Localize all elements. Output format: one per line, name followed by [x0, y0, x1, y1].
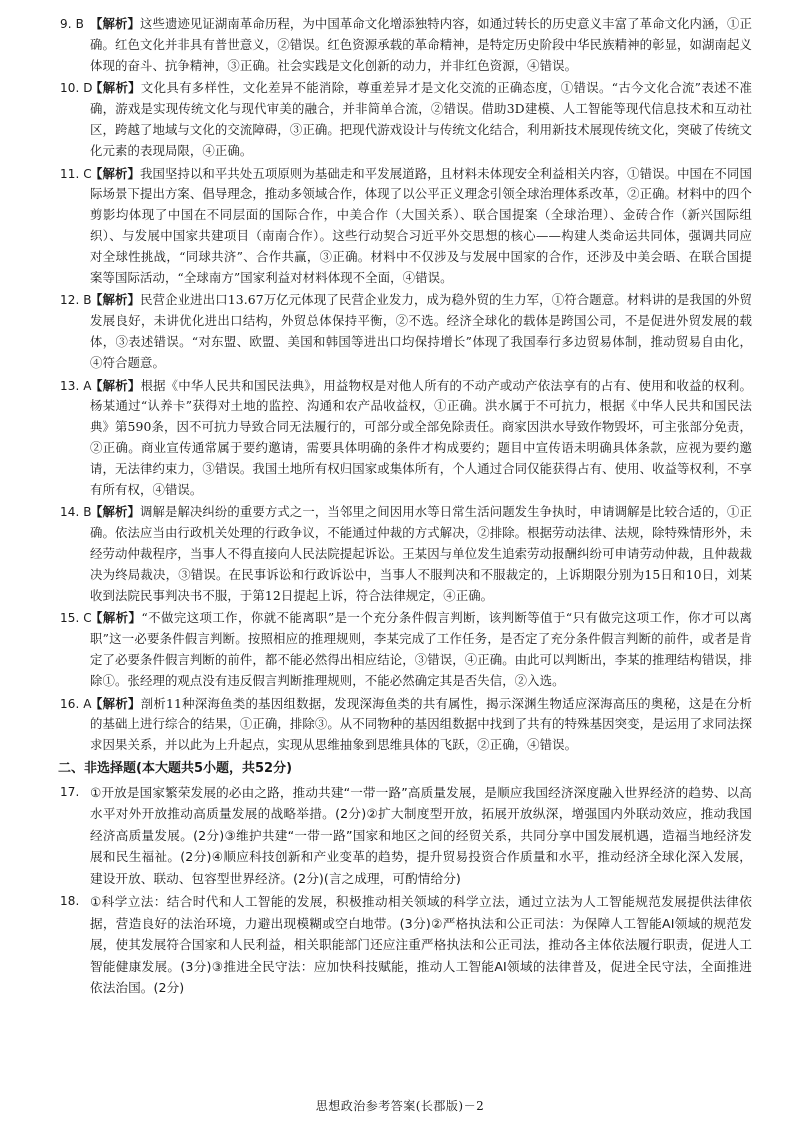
answer-body [90, 502, 752, 606]
analysis-text: “不做完这项工作，你就不能离职”是一个充分条件假言判断，该判断等值于“只有做完这项工作，你才可以离职”这一必要条件假言判断。按照相应的推理规则，李某完成了工作任务，是否定了充分条件假言判断的前件，或者是肯定了必要条件假言判断的前件，都不能必然得出相应结论，③错误，④正确。由此可以判断出，李某的推理结构错误，排除①。张经理的观点没有违反假言判断推理规则，不能必然确定其是否失信，②入选。 [90, 610, 753, 688]
answer-item-17 [60, 782, 752, 890]
answer-body [90, 290, 752, 373]
answer-item-18 [60, 891, 752, 999]
answer-text: ①开放是国家繁荣发展的必由之路，推动共建“一带一路”高质量发展，是顺应我国经济深度融入世界经济的趋势、以高水平对外开放推动高质量发展的战略举措。(2分)②扩大制度型开放，拓展开放纵深，增强国内外联动效应，推动我国经济高质量发展。(2分)③维护共建“一带一路”国家和地区之间的经贸关系，共同分享中国发展机遇，造福当地经济发展和民生福祉。(2分)④顺应科技创新和产业变革的趋势，提升贸易投资合作质量和水平，推动经济全球化深入发展，建设开放、联动、包容型世界经济。(2分)(言之成理，可酌情给分) [90, 784, 752, 886]
answer-item-9 [60, 14, 752, 76]
analysis-tag: 【解析】 [90, 165, 140, 181]
answer-text: ①科学立法：结合时代和人工智能的发展，积极推动相关领域的科学立法，通过立法为人工智能规范发展提供法律依据，营造良好的法治环境，力避出现模糊或空白地带。(3分)②严格执法和公正司法：为保障人工智能AI领域的规范发展，使其发展符合国家和人民利益，相关职能部门还应注重严格执法和公正司法，推动各主体依法履行职责，促进人工智能健康发展。(3分)③推进全民守法：应加快科技赋能，推动人工智能AI领域的法律普及，促进全民守法，全面推进依法治国。(2分) [90, 894, 752, 996]
question-number: 17. [60, 784, 80, 799]
answer-item-10 [60, 78, 752, 161]
analysis-text: 剖析11种深海鱼类的基因组数据，发现深海鱼类的共有属性，揭示深渊生物适应深海高压的奥秘，这是在分析的基础上进行综合的结果，①正确，排除③。从不同物种的基因组数据中找到了共有的特殊基因突变，是运用了求同法探求因果关系，并以此为上升起点，实现从思维抽象到思维具体的飞跃，②正确，④错误。 [90, 695, 753, 753]
answer-body [90, 14, 752, 76]
question-number: 16. A [60, 696, 92, 711]
question-number: 13. A [60, 378, 92, 393]
answer-body [90, 608, 752, 691]
analysis-tag: 【解析】 [90, 504, 140, 520]
question-number: 10. D [60, 81, 93, 96]
answer-item-15 [60, 608, 752, 691]
analysis-tag: 【解析】 [90, 16, 140, 31]
answer-body [90, 376, 752, 501]
answer-body [90, 78, 752, 161]
section-title: 二、非选择题(本大题共5小题，共52分) [58, 760, 293, 776]
analysis-tag: 【解析】 [90, 80, 141, 96]
analysis-tag: 【解析】 [90, 292, 141, 308]
analysis-text: 文化具有多样性，文化差异不能消除，尊重差异才是文化交流的正确态度，①错误。“古今文化合流”表述不准确，游戏是实现传统文化与现代审美的融合，并非简单合流，②错误。借助3D建模、人工智能等现代信息技术和互动社区，跨越了地域与文化的交流障碍，③正确。把现代游戏设计与传统文化结合，利用新技术展现传统文化，突破了传统文化元素的表现局限，④正确。 [90, 80, 753, 158]
question-number: 14. B [60, 505, 92, 520]
analysis-text: 这些遗迹见证湖南革命历程，为中国革命文化增添独特内容，如通过转长的历史意义丰富了革命文化内涵，①正确。红色文化并非具有普世意义，②错误。红色资源承载的革命精神，是特定历史阶段中华民族精神的彰显，如湖南起义体现的奋斗、抗争精神，③正确。社会实践是文化创新的动力，并非红色资源，④错误。 [90, 16, 753, 73]
answer-item-14 [60, 502, 752, 606]
analysis-tag: 【解析】 [90, 695, 141, 711]
answer-body [90, 694, 752, 756]
analysis-text: 根据《中华人民共和国民法典》，用益物权是对他人所有的不动产或动产依法享有的占有、使用和收益的权利。杨某通过“认养卡”获得对土地的监控、沟通和农产品收益权，①正确。洪水属于不可抗力，根据《中华人民共和国民法典》第590条，因不可抗力导致合同无法履行的，可部分或全部免除责任。商家因洪水导致作物毁坏，可主张部分免责，②正确。商业宣传通常属于要约邀请，需要具体明确的条件才构成要约；题目中宣传语未明确具体条款，应视为要约邀请，无法律约束力，③错误。我国土地所有权归国家或集体所有，个人通过合同仅能获得占有、使用、收益等权利，不享有所有权，④错误。 [90, 377, 753, 497]
page-footer: 思想政治参考答案(长郡版)－2 [315, 1099, 485, 1113]
analysis-tag: 【解析】 [90, 377, 141, 393]
question-number: 11. C [60, 166, 92, 181]
analysis-text: 我国坚持以和平共处五项原则为基础走和平发展道路，且材料未体现安全利益相关内容，①错误。中国在不同国际场景下提出方案、倡导理念，推动多领域合作，体现了以公平正义理念引领全球治理体系改革，②正确。材料中的四个剪影均体现了中国在不同层面的国际合作，中美合作（大国关系）、联合国提案（全球治理）、金砖合作（新兴国际组织）、与发展中国家共建项目（南南合作）。这些行动契合习近平外交思想的核心——构建人类命运共同体，强调共同应对全球性挑战，“同球共济”、合作共赢，③正确。材料中不仅涉及与发展中国家的合作，还涉及中美会晤、在联合国提案等国际活动，“全球南方”国家利益对材料体现不全面，④错误。 [90, 165, 753, 285]
question-number: 18. [60, 894, 80, 909]
question-number: 9. B [60, 17, 84, 31]
analysis-tag: 【解析】 [90, 610, 142, 626]
answer-item-16 [60, 694, 752, 756]
question-number: 12. B [60, 293, 92, 308]
answer-body [90, 164, 752, 289]
analysis-text: 民营企业进出口13.67万亿元体现了民营企业发力，成为稳外贸的生力军，①符合题意。材料讲的是我国的外贸发展良好，未讲优化进出口结构，外贸总体保持平衡，②不选。经济全球化的载体是跨国公司，不是促进外贸发展的载体，③表述错误。“对东盟、欧盟、美国和韩国等进出口均保持增长”体现了我国奉行多边贸易体制，推动贸易自由化，④符合题意。 [90, 292, 752, 370]
analysis-text: 调解是解决纠纷的重要方式之一，当邻里之间因用水等日常生活问题发生争执时，申请调解是比较合适的，①正确。依法应当由行政机关处理的行政争议，不能通过仲裁的方式解决，②排除。根据劳动法律、法规，除特殊情形外，未经劳动仲裁程序，当事人不得直接向人民法院提起诉讼。王某因与单位发生追索劳动报酬纠纷可申请劳动仲裁，且仲裁裁决为终局裁决，③错误。在民事诉讼和行政诉讼中，当事人不服判决和不服裁定的，上诉期限分别为15日和10日，刘某收到法院民事判决书不服，于第12日提起上诉，符合法律规定，④正确。 [90, 504, 753, 603]
answer-item-13 [60, 376, 752, 501]
answer-item-12 [60, 290, 752, 373]
answer-item-11 [60, 164, 752, 289]
question-number: 15. C [60, 611, 92, 626]
